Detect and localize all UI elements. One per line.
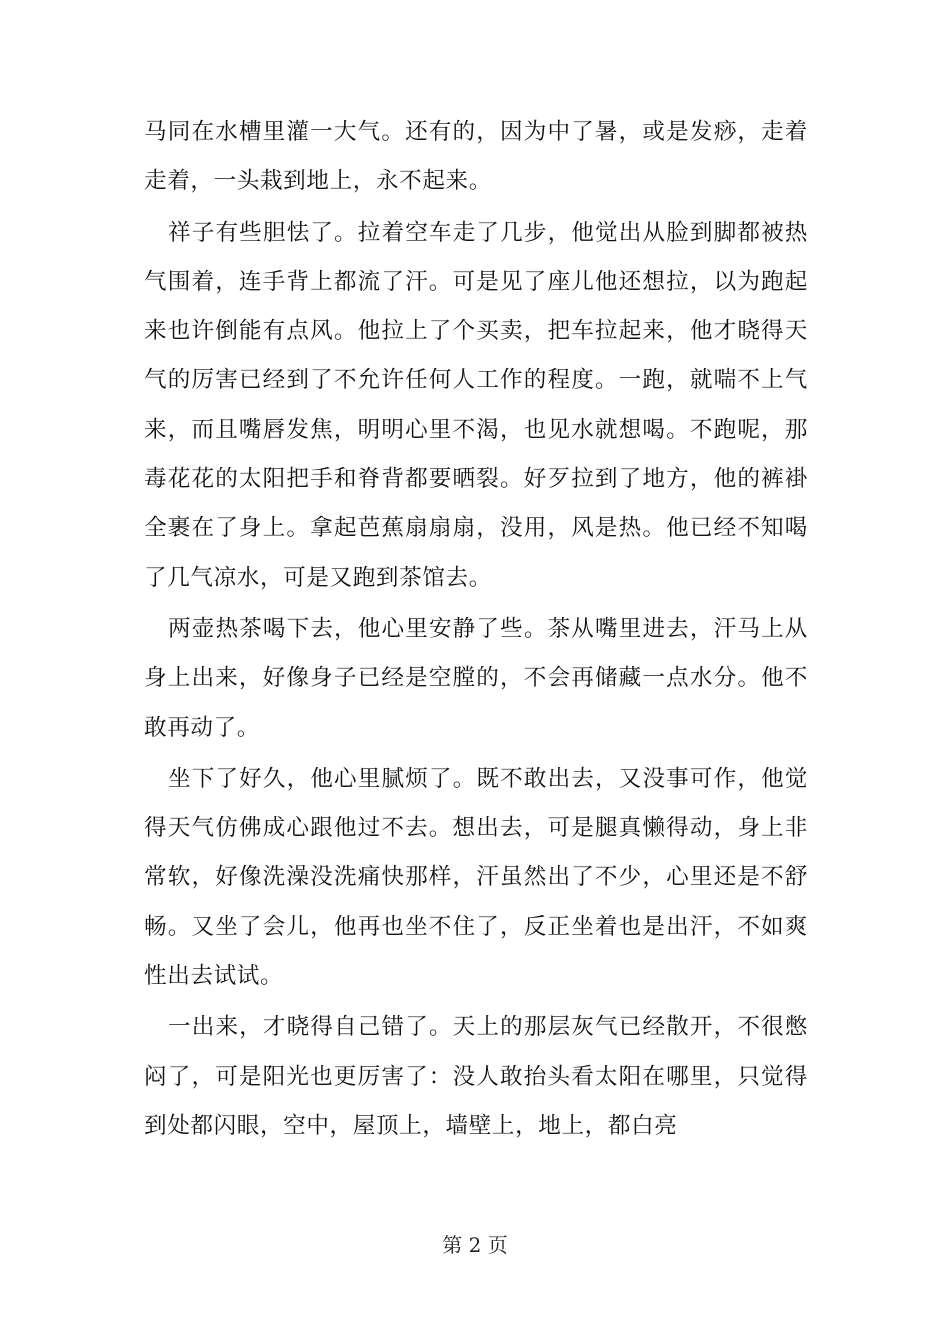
page-number: 第 2 页 <box>442 1233 508 1257</box>
paragraph-4: 坐下了好久，他心里腻烦了。既不敢出去，又没事可作，他觉得天气仿佛成心跟他过不去。想出去，可是腿真懒得动，身上非常软，好像洗澡没洗痛快那样，汗虽然出了不少，心里还是不舒畅。又坐了会儿，他再也坐不住了，反正坐着也是出汗，不如爽性出去试试。 <box>144 765 808 990</box>
paragraph-2: 祥子有些胆怯了。拉着空车走了几步，他觉出从脸到脚都被热气围着，连手背上都流了汗。可是见了座儿他还想拉，以为跑起来也许倒能有点风。他拉上了个买卖，把车拉起来，他才晓得天气的厉害已经到了不允许任何人工作的程度。一跑，就喘不上气来，而且嘴唇发焦，明明心里不渴，也见水就想喝。不跑呢，那毒花花的太阳把手和脊背都要晒裂。好歹拉到了地方，他的裤褂全裹在了身上。拿起芭蕉扇扇扇，没用，风是热。他已经不知喝了几气凉水，可是又跑到茶馆去。 <box>144 219 808 591</box>
paragraph-3: 两壶热茶喝下去，他心里安静了些。茶从嘴里进去，汗马上从身上出来，好像身子已经是空膛的，不会再储藏一点水分。他不敢再动了。 <box>144 615 808 741</box>
paragraph-1: 马同在水槽里灌一大气。还有的，因为中了暑，或是发痧，走着走着，一头栽到地上，永不起来。 <box>144 119 808 195</box>
paragraph-5: 一出来，才晓得自己错了。天上的那层灰气已经散开，不很憋闷了，可是阳光也更厉害了：没人敢抬头看太阳在哪里，只觉得到处都闪眼，空中，屋顶上，墙壁上，地上，都白亮 <box>144 1014 808 1139</box>
document-body <box>144 108 808 1153</box>
